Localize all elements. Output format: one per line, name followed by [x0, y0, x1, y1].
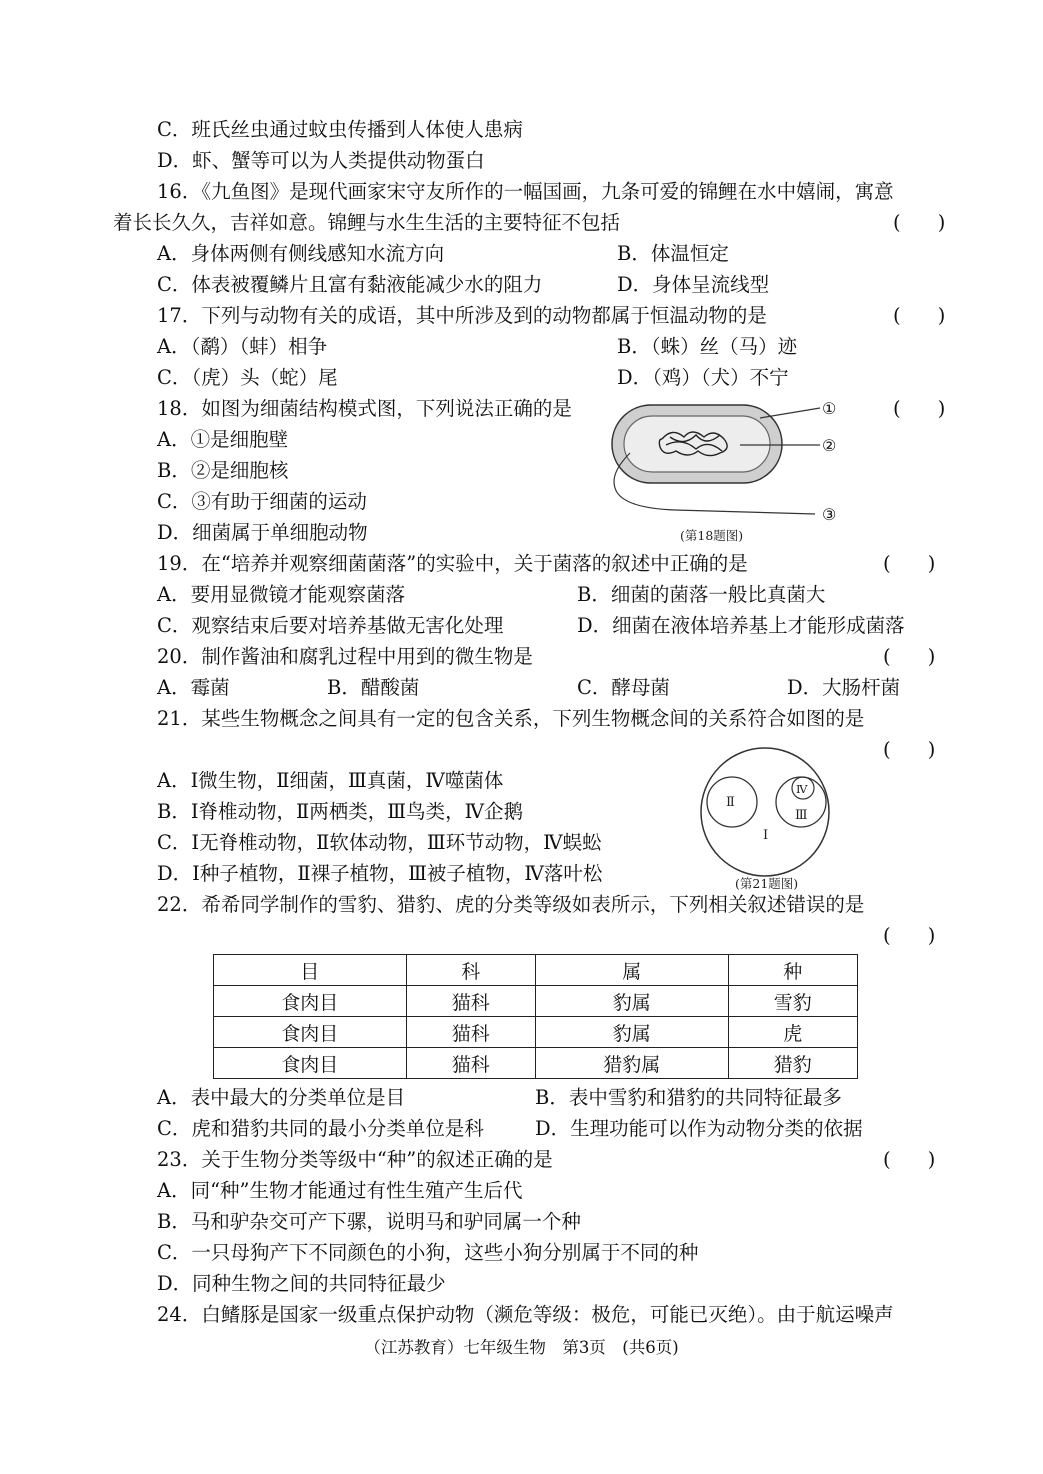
q20-option-c: C．酵母菌 [577, 676, 670, 699]
q15-option-c: C．班氏丝虫通过蚊虫传播到人体使人患病 [157, 118, 523, 141]
table-cell: 豹属 [535, 1017, 728, 1048]
q23-option-a: A．同“种”生物才能通过有性生殖产生后代 [157, 1179, 523, 1202]
table-cell: 猫科 [406, 1048, 535, 1079]
q22-option-c: C．虎和猎豹共同的最小分类单位是科 [157, 1117, 484, 1140]
q23-option-c: C．一只母狗产下不同颜色的小狗，这些小狗分别属于不同的种 [157, 1241, 699, 1264]
figure21-label-ii: Ⅱ [726, 795, 735, 810]
q18-stem: 18．如图为细菌结构模式图，下列说法正确的是 [157, 397, 572, 420]
q21-option-c: C．Ⅰ无脊椎动物，Ⅱ软体动物，Ⅲ环节动物，Ⅳ蜈蚣 [157, 831, 602, 854]
table-cell: 虎 [728, 1017, 858, 1048]
q21-stem: 21．某些生物概念之间具有一定的包含关系，下列生物概念间的关系符合如图的是 [157, 707, 865, 730]
q23-option-b: B．马和驴杂交可产下骡，说明马和驴同属一个种 [157, 1210, 581, 1233]
q19-option-d: D．细菌在液体培养基上才能形成菌落 [577, 614, 905, 637]
figure18-label-2: ② [822, 436, 837, 455]
table-header-row [214, 955, 858, 986]
table-cell: 猫科 [406, 1017, 535, 1048]
q16-option-c: C．体表被覆鳞片且富有黏液能减少水的阻力 [157, 273, 543, 296]
q22-option-d: D．生理功能可以作为动物分类的依据 [535, 1117, 863, 1140]
table-cell: 猎豹属 [535, 1048, 728, 1079]
classification-table [213, 954, 858, 1079]
concept-relationship-figure [695, 742, 845, 894]
q16-option-d: D．身体呈流线型 [617, 273, 770, 296]
q18-answer-bracket: ( ) [893, 397, 946, 420]
page-footer: （江苏教育）七年级生物 第3页 (共6页) [364, 1338, 679, 1357]
q21-option-b: B．Ⅰ脊椎动物，Ⅱ两栖类，Ⅲ鸟类，Ⅳ企鹅 [157, 800, 524, 823]
q16-option-b: B．体温恒定 [617, 242, 729, 265]
q22-option-b: B．表中雪豹和猎豹的共同特征最多 [535, 1086, 842, 1109]
q22-stem: 22．希希同学制作的雪豹、猎豹、虎的分类等级如表所示，下列相关叙述错误的是 [157, 893, 865, 916]
q24-stem: 24．白鳍豚是国家一级重点保护动物（濒危等级：极危，可能已灭绝）。由于航运噪声 [157, 1303, 894, 1326]
q21-option-d: D．Ⅰ种子植物，Ⅱ裸子植物，Ⅲ被子植物，Ⅳ落叶松 [157, 862, 603, 885]
figure18-label-1: ① [822, 399, 837, 418]
bacteria-structure-figure [600, 393, 860, 553]
q17-option-c: C．（虎）头（蛇）尾 [157, 366, 338, 389]
figure21-label-iii: Ⅲ [795, 808, 808, 823]
figure18-label-3: ③ [822, 505, 837, 524]
q19-answer-bracket: ( ) [883, 552, 936, 575]
circle-i [701, 748, 829, 876]
table-cell: 豹属 [535, 986, 728, 1017]
q18-option-c: C．③有助于细菌的运动 [157, 490, 367, 513]
q19-option-b: B．细菌的菌落一般比真菌大 [577, 583, 826, 606]
q20-answer-bracket: ( ) [883, 645, 936, 668]
table-cell: 猎豹 [728, 1048, 858, 1079]
q17-option-d: D．（鸡）（犬）不宁 [617, 366, 789, 389]
q21-answer-bracket: ( ) [883, 738, 936, 761]
table-row [214, 1017, 858, 1048]
q16-stem-line2: 着长长久久，吉祥如意。锦鲤与水生生活的主要特征不包括 [113, 211, 621, 234]
q20-stem: 20．制作酱油和腐乳过程中用到的微生物是 [157, 645, 533, 668]
q19-stem: 19．在“培养并观察细菌菌落”的实验中，关于菌落的叙述中正确的是 [157, 552, 748, 575]
q16-stem-line1: 16．《九鱼图》是现代画家宋守友所作的一幅国画，九条可爱的锦鲤在水中嬉闹，寓意 [157, 180, 894, 203]
q18-option-d: D．细菌属于单细胞动物 [157, 521, 368, 544]
q20-option-d: D．大肠杆菌 [787, 676, 901, 699]
table-header-cell: 属 [535, 955, 728, 986]
figure21-caption: (第21题图) [735, 876, 799, 891]
q15-option-d: D．虾、蟹等可以为人类提供动物蛋白 [157, 149, 485, 172]
table-cell: 食肉目 [214, 1017, 407, 1048]
q19-option-a: A．要用显微镜才能观察菌落 [157, 583, 406, 606]
figure21-label-iv: Ⅳ [796, 782, 808, 796]
figure21-label-i: Ⅰ [763, 828, 769, 843]
q21-option-a: A．Ⅰ微生物，Ⅱ细菌，Ⅲ真菌，Ⅳ噬菌体 [157, 769, 504, 792]
q20-option-a: A．霉菌 [157, 676, 230, 699]
table-row [214, 1048, 858, 1079]
q18-option-b: B．②是细胞核 [157, 459, 289, 482]
cell-membrane-outline [624, 416, 770, 472]
pointer-line-1 [760, 408, 820, 418]
q23-stem: 23．关于生物分类等级中“种”的叙述正确的是 [157, 1148, 553, 1171]
q16-answer-bracket: ( ) [893, 211, 946, 234]
table-header-cell: 种 [728, 955, 858, 986]
q19-option-c: C．观察结束后要对培养基做无害化处理 [157, 614, 504, 637]
table-cell: 食肉目 [214, 1048, 407, 1079]
table-header-cell: 科 [406, 955, 535, 986]
q16-option-a: A．身体两侧有侧线感知水流方向 [157, 242, 445, 265]
q22-answer-bracket: ( ) [883, 924, 936, 947]
q17-answer-bracket: ( ) [893, 304, 946, 327]
q20-option-b: B．醋酸菌 [327, 676, 420, 699]
table-cell: 猫科 [406, 986, 535, 1017]
table-cell: 食肉目 [214, 986, 407, 1017]
table-header-cell: 目 [214, 955, 407, 986]
q22-option-a: A．表中最大的分类单位是目 [157, 1086, 406, 1109]
figure18-caption: (第18题图) [680, 528, 744, 543]
q23-option-d: D．同种生物之间的共同特征最少 [157, 1272, 446, 1295]
q17-stem: 17．下列与动物有关的成语，其中所涉及到的动物都属于恒温动物的是 [157, 304, 767, 327]
table-row [214, 986, 858, 1017]
table-cell: 雪豹 [728, 986, 858, 1017]
q18-option-a: A．①是细胞壁 [157, 428, 289, 451]
q17-option-b: B．（蛛）丝（马）迹 [617, 335, 798, 358]
q17-option-a: A．（鹬）（蚌）相争 [157, 335, 328, 358]
q23-answer-bracket: ( ) [883, 1148, 936, 1171]
